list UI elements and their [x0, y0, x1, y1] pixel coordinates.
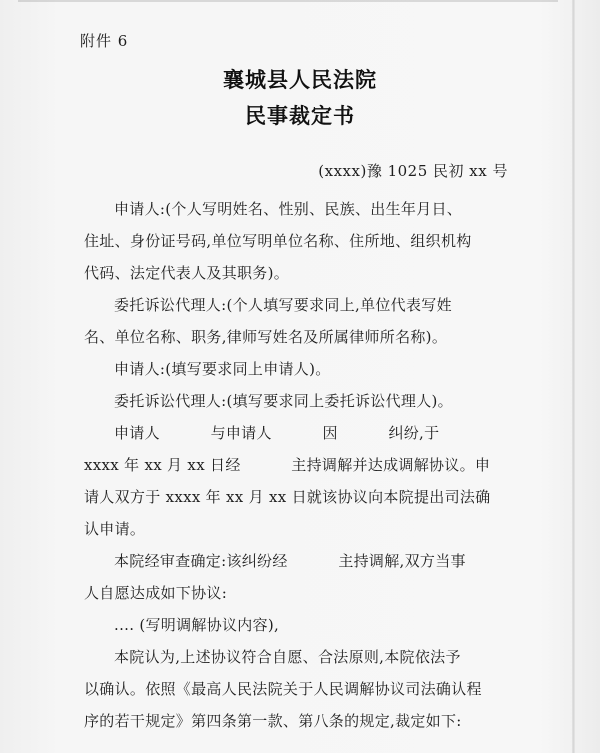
body-line: 申请人:(填写要求同上申请人)。	[114, 360, 331, 378]
body-line: 本院经审查确定:该纠纷经 主持调解,双方当事	[114, 552, 466, 570]
body-line: 本院认为,上述协议符合自愿、合法原则,本院依法予	[114, 648, 461, 666]
body-line: 住址、身份证号码,单位写明单位名称、住所地、组织机构	[84, 232, 472, 250]
body-line: 委托诉讼代理人:(个人填写要求同上,单位代表写姓	[114, 296, 452, 314]
body-line: 代码、法定代表人及其职务)。	[84, 264, 290, 282]
court-name: 襄城县人民法院	[223, 68, 377, 92]
document-title: 民事裁定书	[245, 104, 355, 128]
body-line: 委托诉讼代理人:(填写要求同上委托诉讼代理人)。	[114, 392, 453, 410]
attachment-label: 附件 6	[80, 32, 129, 50]
page-top-edge	[18, 0, 558, 2]
body-line: 申请人 与申请人 因 纠纷,于	[114, 424, 440, 442]
body-line: 名、单位名称、职务,律师写姓名及所属律师所名称)。	[84, 328, 448, 346]
case-number: (xxxx)豫 1025 民初 xx 号	[318, 162, 508, 180]
body-line: .... (写明调解协议内容),	[114, 616, 280, 634]
body-line: 申请人:(个人写明姓名、性别、民族、出生年月日、	[114, 200, 463, 218]
body-line: 序的若干规定》第四条第一款、第八条的规定,裁定如下:	[84, 712, 462, 730]
body-line: 以确认。依照《最高人民法院关于人民调解协议司法确认程	[84, 680, 482, 698]
body-line: 请人双方于 xxxx 年 xx 月 xx 日就该协议向本院提出司法确	[84, 488, 491, 506]
body-line: 人自愿达成如下协议:	[84, 584, 228, 602]
body-line: xxxx 年 xx 月 xx 日经 主持调解并达成调解协议。申	[84, 456, 491, 474]
body-line: 认申请。	[84, 520, 146, 538]
